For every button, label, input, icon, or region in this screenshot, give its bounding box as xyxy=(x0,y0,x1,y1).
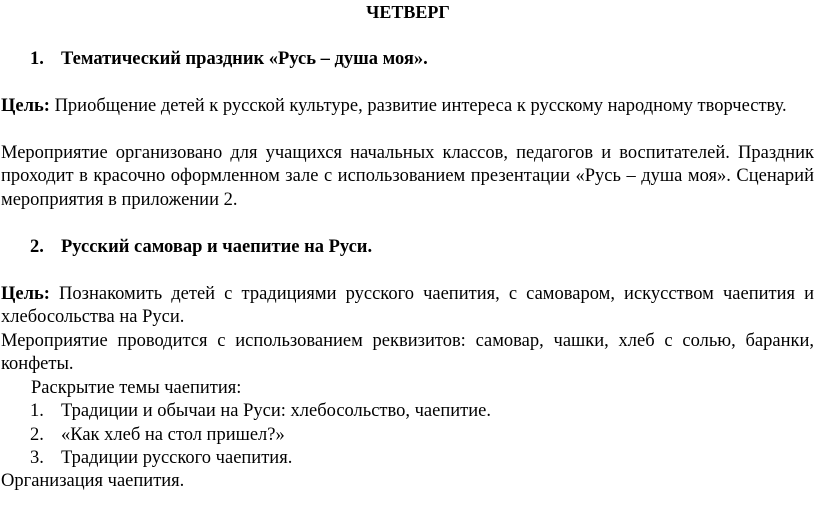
topic-list-item xyxy=(30,400,491,423)
section-2-goal-label: Цель: xyxy=(1,284,50,304)
topic-list-item xyxy=(30,447,292,470)
section-2-closing: Организация чаепития. xyxy=(1,471,185,491)
section-1-goal-label: Цель: xyxy=(1,96,50,116)
document-title: ЧЕТВЕРГ xyxy=(366,2,450,22)
section-2-heading xyxy=(30,236,372,259)
section-2-heading-text: Русский самовар и чаепитие на Руси. xyxy=(61,237,373,257)
topic-list-item xyxy=(30,424,285,447)
section-2-goal xyxy=(1,283,814,330)
section-1-number: 1. xyxy=(30,49,44,69)
section-2-goal-text: Познакомить детей с традициями русского чаепития, с самоваром, искусством чаепития и хлебосольства на Руси. xyxy=(1,284,814,328)
topic-item-2-number: 2. xyxy=(30,425,44,445)
section-2-topic-intro: Раскрытие темы чаепития: xyxy=(31,378,242,398)
section-1-heading xyxy=(30,48,428,71)
section-1-description: Мероприятие организовано для учащихся начальных классов, педагогов и воспитателей. Праздник проходит в красочно оформленном зале с использованием презентации «Русь – душа моя». Сценарий мероприятия в приложении 2. xyxy=(1,143,814,210)
topic-item-1-number: 1. xyxy=(30,401,44,421)
topic-item-3-text: Традиции русского чаепития. xyxy=(61,448,293,468)
section-1-heading-text: Тематический праздник «Русь – душа моя». xyxy=(61,49,428,69)
section-2-description: Мероприятие проводится с использованием реквизитов: самовар, чашки, хлеб с солью, баранки, конфеты. xyxy=(1,331,814,375)
section-2-number: 2. xyxy=(30,237,44,257)
topic-item-3-number: 3. xyxy=(30,448,44,468)
section-1-goal xyxy=(1,95,814,118)
topic-item-2-text: «Как хлеб на стол пришел?» xyxy=(61,425,285,445)
topic-item-1-text: Традиции и обычаи на Руси: хлебосольство, чаепитие. xyxy=(61,401,491,421)
section-1-goal-text: Приобщение детей к русской культуре, развитие интереса к русскому народному творчеству. xyxy=(49,96,787,116)
